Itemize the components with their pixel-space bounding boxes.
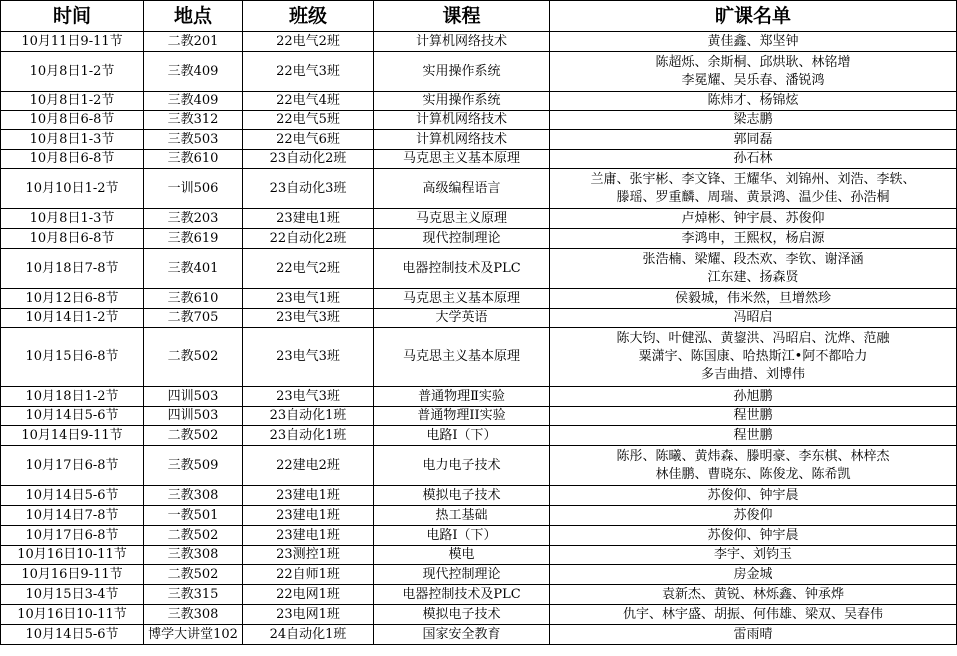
absent-names-cell: 郭同磊 bbox=[550, 130, 957, 150]
course-cell: 模拟电子技术 bbox=[374, 486, 550, 506]
place-cell: 二教502 bbox=[144, 426, 243, 446]
table-row bbox=[1, 605, 957, 625]
course-cell: 电路Ⅰ（下） bbox=[374, 526, 550, 546]
class-cell: 22自师1班 bbox=[243, 565, 374, 585]
class-cell: 23电气1班 bbox=[243, 289, 374, 309]
time-cell: 10月11日9-11节 bbox=[1, 32, 144, 52]
table-row bbox=[1, 130, 957, 150]
table-row bbox=[1, 229, 957, 249]
class-cell: 23电网1班 bbox=[243, 605, 374, 625]
place-cell: 三教312 bbox=[144, 111, 243, 130]
class-cell: 23电气3班 bbox=[243, 309, 374, 328]
time-cell: 10月16日9-11节 bbox=[1, 565, 144, 585]
course-cell: 电路Ⅰ（下） bbox=[374, 426, 550, 446]
course-cell: 马克思主义基本原理 bbox=[374, 289, 550, 309]
absent-names-cell: 梁志鹏 bbox=[550, 111, 957, 130]
time-cell: 10月8日1-3节 bbox=[1, 209, 144, 229]
time-cell: 10月8日1-2节 bbox=[1, 52, 144, 92]
course-cell: 电力电子技术 bbox=[374, 446, 550, 486]
time-cell: 10月8日6-8节 bbox=[1, 111, 144, 130]
course-cell: 马克思主义基本原理 bbox=[374, 328, 550, 387]
table-row bbox=[1, 289, 957, 309]
absent-names-cell: 雷雨晴 bbox=[550, 625, 957, 645]
absent-names-cell: 张浩楠、梁耀、段杰欢、李钦、谢泽涵 江东建、扬森贤 bbox=[550, 249, 957, 289]
absent-names-cell: 陈炜才、杨锦炫 bbox=[550, 92, 957, 111]
place-cell: 三教610 bbox=[144, 150, 243, 169]
time-cell: 10月8日6-8节 bbox=[1, 229, 144, 249]
class-cell: 22电气3班 bbox=[243, 52, 374, 92]
table-row bbox=[1, 585, 957, 605]
course-cell: 高级编程语言 bbox=[374, 169, 550, 209]
table-row bbox=[1, 565, 957, 585]
table-row bbox=[1, 526, 957, 546]
time-cell: 10月17日6-8节 bbox=[1, 446, 144, 486]
class-cell: 22建电2班 bbox=[243, 446, 374, 486]
table-row bbox=[1, 32, 957, 52]
class-cell: 23电气3班 bbox=[243, 328, 374, 387]
course-cell: 马克思主义基本原理 bbox=[374, 150, 550, 169]
time-cell: 10月15日3-4节 bbox=[1, 585, 144, 605]
absent-names-cell: 陈大钧、叶健泓、黄鋆洪、冯昭启、沈烨、范融 粟潇宇、陈国康、哈热斯江•阿不都哈力 多吉曲措、刘博伟 bbox=[550, 328, 957, 387]
class-cell: 22自动化2班 bbox=[243, 229, 374, 249]
class-cell: 22电气2班 bbox=[243, 249, 374, 289]
class-cell: 22电气6班 bbox=[243, 130, 374, 150]
place-cell: 一教501 bbox=[144, 506, 243, 526]
place-cell: 三教509 bbox=[144, 446, 243, 486]
time-cell: 10月18日7-8节 bbox=[1, 249, 144, 289]
course-cell: 计算机网络技术 bbox=[374, 111, 550, 130]
time-cell: 10月14日5-6节 bbox=[1, 407, 144, 426]
course-cell: 电器控制技术及PLC bbox=[374, 249, 550, 289]
header-time: 时间 bbox=[1, 1, 144, 32]
time-cell: 10月8日1-3节 bbox=[1, 130, 144, 150]
place-cell: 三教203 bbox=[144, 209, 243, 229]
table-row bbox=[1, 92, 957, 111]
course-cell: 电器控制技术及PLC bbox=[374, 585, 550, 605]
course-cell: 普通物理Ⅱ实验 bbox=[374, 387, 550, 407]
place-cell: 二教705 bbox=[144, 309, 243, 328]
absent-names-cell: 孙石林 bbox=[550, 150, 957, 169]
class-cell: 22电气4班 bbox=[243, 92, 374, 111]
table-row bbox=[1, 426, 957, 446]
time-cell: 10月8日1-2节 bbox=[1, 92, 144, 111]
class-cell: 22电气5班 bbox=[243, 111, 374, 130]
place-cell: 三教503 bbox=[144, 130, 243, 150]
class-cell: 23建电1班 bbox=[243, 209, 374, 229]
course-cell: 现代控制理论 bbox=[374, 229, 550, 249]
course-cell: 模电 bbox=[374, 546, 550, 565]
time-cell: 10月14日9-11节 bbox=[1, 426, 144, 446]
header-row bbox=[1, 1, 957, 32]
place-cell: 二教502 bbox=[144, 526, 243, 546]
absent-names-cell: 苏俊仰、钟宇晨 bbox=[550, 486, 957, 506]
place-cell: 一训506 bbox=[144, 169, 243, 209]
table-row bbox=[1, 387, 957, 407]
header-course: 课程 bbox=[374, 1, 550, 32]
class-cell: 23建电1班 bbox=[243, 506, 374, 526]
table-row bbox=[1, 150, 957, 169]
absent-names-cell: 兰庸、张宇彬、李文锋、王耀华、刘锦州、刘浩、李轶、 滕瑶、罗重麟、周瑞、黄景鸿、温少佳、孙浩桐 bbox=[550, 169, 957, 209]
course-cell: 现代控制理论 bbox=[374, 565, 550, 585]
header-place: 地点 bbox=[144, 1, 243, 32]
time-cell: 10月14日7-8节 bbox=[1, 506, 144, 526]
class-cell: 22电气2班 bbox=[243, 32, 374, 52]
class-cell: 23建电1班 bbox=[243, 526, 374, 546]
table-row bbox=[1, 111, 957, 130]
absent-names-cell: 黄佳鑫、郑坚钟 bbox=[550, 32, 957, 52]
place-cell: 三教308 bbox=[144, 546, 243, 565]
absent-names-cell: 仇宇、林宇盛、胡振、何伟雄、梁双、吴春伟 bbox=[550, 605, 957, 625]
absent-names-cell: 程世鹏 bbox=[550, 426, 957, 446]
time-cell: 10月12日6-8节 bbox=[1, 289, 144, 309]
absent-names-cell: 李鸿申，王熙权，杨启源 bbox=[550, 229, 957, 249]
table-row bbox=[1, 309, 957, 328]
time-cell: 10月18日1-2节 bbox=[1, 387, 144, 407]
table-row bbox=[1, 546, 957, 565]
absent-names-cell: 苏俊仰、钟宇晨 bbox=[550, 526, 957, 546]
course-cell: 普通物理II实验 bbox=[374, 407, 550, 426]
absent-names-cell: 李宇、刘钧玉 bbox=[550, 546, 957, 565]
absent-names-cell: 苏俊仰 bbox=[550, 506, 957, 526]
class-cell: 23自动化1班 bbox=[243, 426, 374, 446]
course-cell: 计算机网络技术 bbox=[374, 32, 550, 52]
time-cell: 10月14日1-2节 bbox=[1, 309, 144, 328]
time-cell: 10月14日5-6节 bbox=[1, 486, 144, 506]
course-cell: 模拟电子技术 bbox=[374, 605, 550, 625]
time-cell: 10月8日6-8节 bbox=[1, 150, 144, 169]
course-cell: 马克思主义原理 bbox=[374, 209, 550, 229]
place-cell: 三教308 bbox=[144, 605, 243, 625]
table-row bbox=[1, 169, 957, 209]
place-cell: 三教610 bbox=[144, 289, 243, 309]
place-cell: 三教401 bbox=[144, 249, 243, 289]
table-row bbox=[1, 209, 957, 229]
class-cell: 23建电1班 bbox=[243, 486, 374, 506]
course-cell: 计算机网络技术 bbox=[374, 130, 550, 150]
time-cell: 10月16日10-11节 bbox=[1, 546, 144, 565]
place-cell: 二教201 bbox=[144, 32, 243, 52]
absent-names-cell: 陈超烁、余斯桐、邱烘耿、林铭增 李冕耀、吴乐春、潘锐鸿 bbox=[550, 52, 957, 92]
absent-names-cell: 冯昭启 bbox=[550, 309, 957, 328]
time-cell: 10月17日6-8节 bbox=[1, 526, 144, 546]
table-row bbox=[1, 625, 957, 645]
time-cell: 10月15日6-8节 bbox=[1, 328, 144, 387]
place-cell: 四训503 bbox=[144, 407, 243, 426]
table-row bbox=[1, 407, 957, 426]
absent-names-cell: 卢焯彬、钟宇晨、苏俊仰 bbox=[550, 209, 957, 229]
absent-names-cell: 程世鹏 bbox=[550, 407, 957, 426]
table-row bbox=[1, 506, 957, 526]
place-cell: 三教409 bbox=[144, 92, 243, 111]
place-cell: 三教409 bbox=[144, 52, 243, 92]
table-row bbox=[1, 52, 957, 92]
class-cell: 23自动化1班 bbox=[243, 407, 374, 426]
absent-names-cell: 侯毅城，伟米然，旦增然珍 bbox=[550, 289, 957, 309]
absent-names-cell: 孙旭鹏 bbox=[550, 387, 957, 407]
place-cell: 博学大讲堂102 bbox=[144, 625, 243, 645]
class-cell: 23自动化3班 bbox=[243, 169, 374, 209]
class-cell: 23自动化2班 bbox=[243, 150, 374, 169]
table-row bbox=[1, 249, 957, 289]
table-row bbox=[1, 328, 957, 387]
course-cell: 热工基础 bbox=[374, 506, 550, 526]
class-cell: 24自动化1班 bbox=[243, 625, 374, 645]
course-cell: 实用操作系统 bbox=[374, 92, 550, 111]
place-cell: 三教619 bbox=[144, 229, 243, 249]
table-row bbox=[1, 486, 957, 506]
course-cell: 国家安全教育 bbox=[374, 625, 550, 645]
place-cell: 二教502 bbox=[144, 565, 243, 585]
place-cell: 二教502 bbox=[144, 328, 243, 387]
place-cell: 三教308 bbox=[144, 486, 243, 506]
time-cell: 10月14日5-6节 bbox=[1, 625, 144, 645]
place-cell: 三教315 bbox=[144, 585, 243, 605]
absent-names-cell: 陈彤、陈曦、黄炜森、滕明豪、李东棋、林梓杰 林佳鹏、曹晓东、陈俊龙、陈希凯 bbox=[550, 446, 957, 486]
absent-names-cell: 袁新杰、黄锐、林烁鑫、钟承烨 bbox=[550, 585, 957, 605]
time-cell: 10月10日1-2节 bbox=[1, 169, 144, 209]
table-row bbox=[1, 446, 957, 486]
class-cell: 23测控1班 bbox=[243, 546, 374, 565]
course-cell: 实用操作系统 bbox=[374, 52, 550, 92]
absent-names-cell: 房金城 bbox=[550, 565, 957, 585]
class-cell: 23电气3班 bbox=[243, 387, 374, 407]
class-cell: 22电网1班 bbox=[243, 585, 374, 605]
course-cell: 大学英语 bbox=[374, 309, 550, 328]
time-cell: 10月16日10-11节 bbox=[1, 605, 144, 625]
place-cell: 四训503 bbox=[144, 387, 243, 407]
header-class: 班级 bbox=[243, 1, 374, 32]
header-absent-list: 旷课名单 bbox=[550, 1, 957, 32]
